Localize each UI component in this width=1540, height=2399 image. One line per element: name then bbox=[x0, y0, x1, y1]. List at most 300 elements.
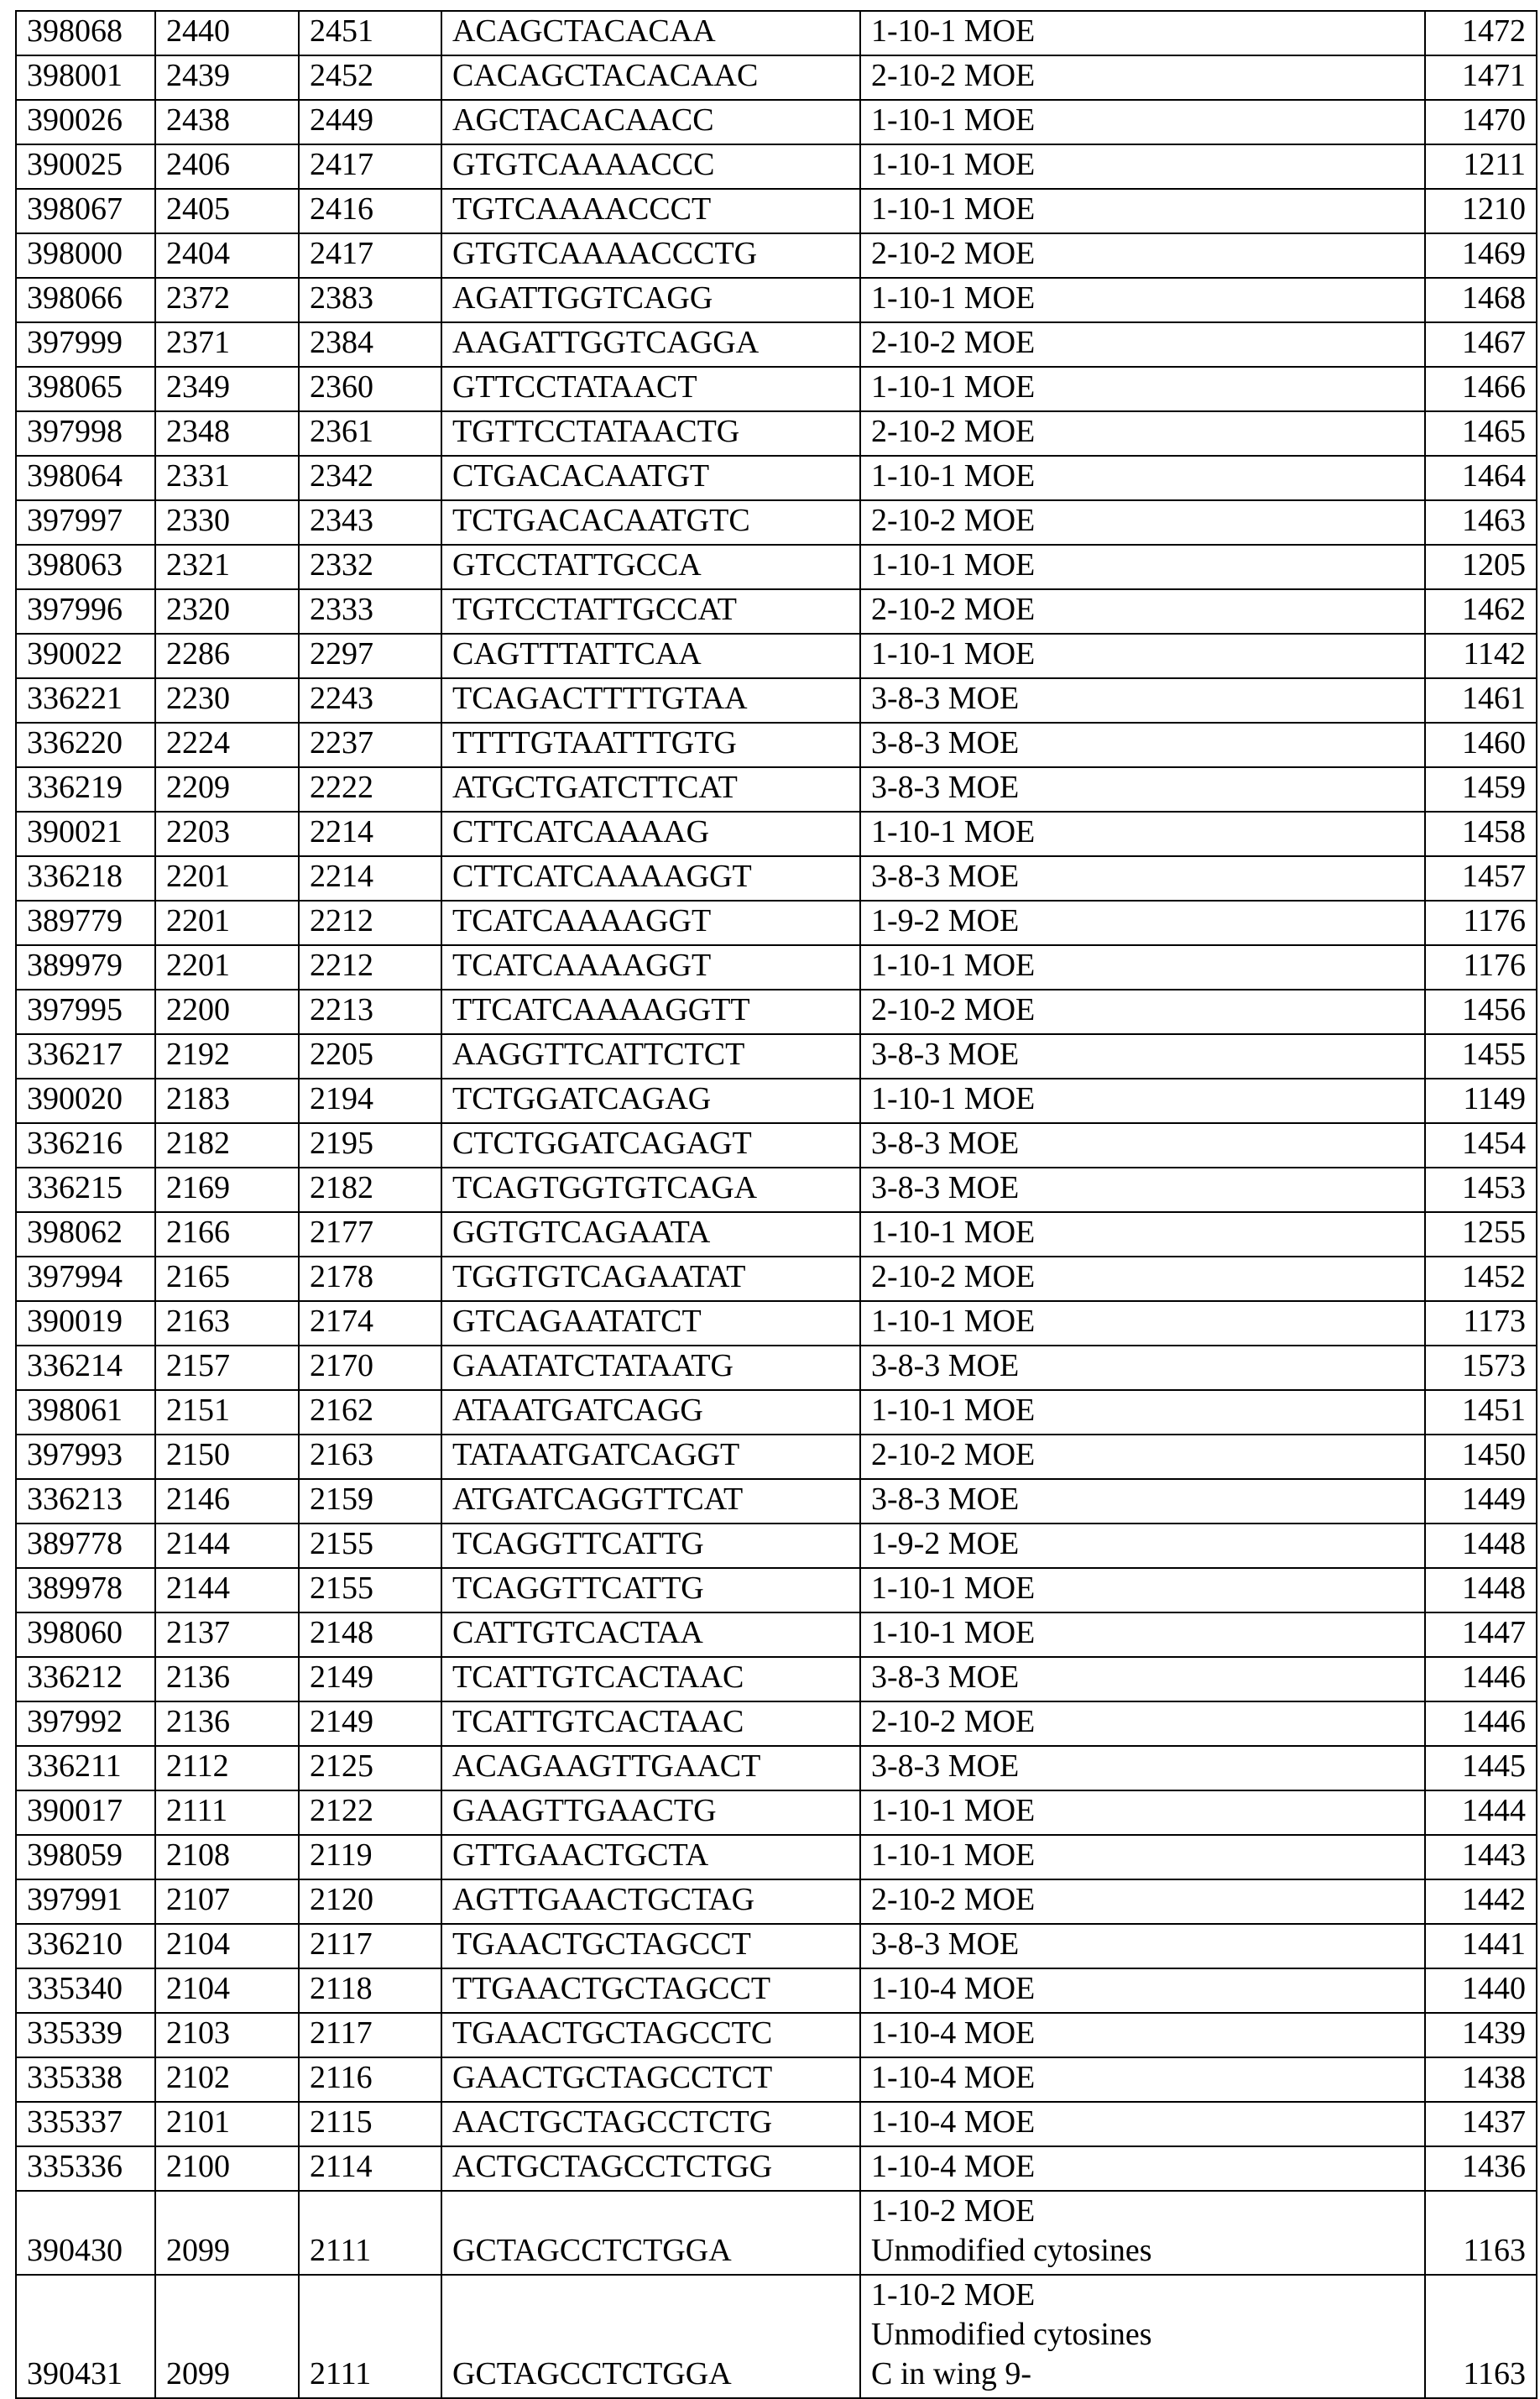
start-site-cell: 2230 bbox=[155, 678, 299, 723]
table-row bbox=[16, 1301, 1537, 1346]
seq-id-cell: 1211 bbox=[1425, 144, 1537, 189]
chemistry-cell bbox=[860, 2102, 1425, 2146]
chemistry-line: 1-10-4 MOE bbox=[871, 2147, 1414, 2187]
chemistry-line: 3-8-3 MOE bbox=[871, 1035, 1414, 1074]
chemistry-line: 2-10-2 MOE bbox=[871, 990, 1414, 1030]
chemistry-cell bbox=[860, 1168, 1425, 1212]
isis-number-cell: 398059 bbox=[16, 1835, 155, 1879]
start-site-cell: 2320 bbox=[155, 589, 299, 634]
table-row bbox=[16, 278, 1537, 322]
chemistry-line: 2-10-2 MOE bbox=[871, 1880, 1414, 1920]
seq-id-cell: 1449 bbox=[1425, 1479, 1537, 1524]
isis-number-cell: 390022 bbox=[16, 634, 155, 678]
isis-number-cell: 398067 bbox=[16, 189, 155, 233]
start-site-cell: 2201 bbox=[155, 901, 299, 945]
sequence-cell: TGAACTGCTAGCCTC bbox=[441, 2013, 860, 2057]
stop-site-cell: 2177 bbox=[299, 1212, 441, 1257]
seq-id-cell: 1447 bbox=[1425, 1612, 1537, 1657]
stop-site-cell: 2452 bbox=[299, 55, 441, 100]
sequence-cell: AAGATTGGTCAGGA bbox=[441, 322, 860, 367]
seq-id-cell: 1446 bbox=[1425, 1701, 1537, 1746]
chemistry-cell bbox=[860, 1346, 1425, 1390]
chemistry-line: 3-8-3 MOE bbox=[871, 1925, 1414, 1964]
sequence-cell: GTTGAACTGCTA bbox=[441, 1835, 860, 1879]
isis-number-cell: 389979 bbox=[16, 945, 155, 990]
stop-site-cell: 2195 bbox=[299, 1123, 441, 1168]
start-site-cell: 2104 bbox=[155, 1968, 299, 2013]
stop-site-cell: 2342 bbox=[299, 456, 441, 500]
sequence-cell: GTTCCTATAACT bbox=[441, 367, 860, 411]
chemistry-cell bbox=[860, 945, 1425, 990]
stop-site-cell: 2384 bbox=[299, 322, 441, 367]
chemistry-cell bbox=[860, 55, 1425, 100]
table-row bbox=[16, 901, 1537, 945]
chemistry-line: 1-9-2 MOE bbox=[871, 1524, 1414, 1564]
sequence-cell: ACAGAAGTTGAACT bbox=[441, 1746, 860, 1790]
sequence-cell: AGTTGAACTGCTAG bbox=[441, 1879, 860, 1924]
chemistry-line: 1-10-1 MOE bbox=[871, 368, 1414, 407]
table-row bbox=[16, 2191, 1537, 2275]
table-row bbox=[16, 1657, 1537, 1701]
chemistry-cell bbox=[860, 1390, 1425, 1435]
stop-site-cell: 2149 bbox=[299, 1657, 441, 1701]
seq-id-cell: 1163 bbox=[1425, 2191, 1537, 2275]
chemistry-cell bbox=[860, 1257, 1425, 1301]
oligonucleotide-table bbox=[15, 10, 1537, 2399]
start-site-cell: 2203 bbox=[155, 812, 299, 856]
sequence-cell: GAAGTTGAACTG bbox=[441, 1790, 860, 1835]
stop-site-cell: 2297 bbox=[299, 634, 441, 678]
chemistry-cell bbox=[860, 11, 1425, 55]
sequence-cell: TCATCAAAAGGT bbox=[441, 901, 860, 945]
chemistry-cell bbox=[860, 589, 1425, 634]
isis-number-cell: 390431 bbox=[16, 2275, 155, 2398]
start-site-cell: 2146 bbox=[155, 1479, 299, 1524]
chemistry-cell bbox=[860, 322, 1425, 367]
chemistry-cell bbox=[860, 100, 1425, 144]
sequence-cell: CTCTGGATCAGAGT bbox=[441, 1123, 860, 1168]
chemistry-cell bbox=[860, 1746, 1425, 1790]
stop-site-cell: 2174 bbox=[299, 1301, 441, 1346]
chemistry-line: 1-10-1 MOE bbox=[871, 279, 1414, 318]
chemistry-cell bbox=[860, 144, 1425, 189]
seq-id-cell: 1457 bbox=[1425, 856, 1537, 901]
table-row bbox=[16, 1924, 1537, 1968]
start-site-cell: 2101 bbox=[155, 2102, 299, 2146]
start-site-cell: 2099 bbox=[155, 2191, 299, 2275]
start-site-cell: 2331 bbox=[155, 456, 299, 500]
chemistry-line: 3-8-3 MOE bbox=[871, 724, 1414, 763]
sequence-cell: GTGTCAAAACCC bbox=[441, 144, 860, 189]
chemistry-line: 1-10-1 MOE bbox=[871, 145, 1414, 185]
seq-id-cell: 1450 bbox=[1425, 1435, 1537, 1479]
isis-number-cell: 390021 bbox=[16, 812, 155, 856]
start-site-cell: 2102 bbox=[155, 2057, 299, 2102]
chemistry-line: 1-10-4 MOE bbox=[871, 2014, 1414, 2053]
seq-id-cell: 1444 bbox=[1425, 1790, 1537, 1835]
table-row bbox=[16, 545, 1537, 589]
isis-number-cell: 398065 bbox=[16, 367, 155, 411]
start-site-cell: 2099 bbox=[155, 2275, 299, 2398]
table-row bbox=[16, 1701, 1537, 1746]
seq-id-cell: 1149 bbox=[1425, 1079, 1537, 1123]
stop-site-cell: 2163 bbox=[299, 1435, 441, 1479]
isis-number-cell: 397996 bbox=[16, 589, 155, 634]
stop-site-cell: 2214 bbox=[299, 812, 441, 856]
chemistry-line: 1-10-1 MOE bbox=[871, 12, 1414, 51]
sequence-cell: GTCCTATTGCCA bbox=[441, 545, 860, 589]
start-site-cell: 2371 bbox=[155, 322, 299, 367]
seq-id-cell: 1442 bbox=[1425, 1879, 1537, 1924]
table-row bbox=[16, 55, 1537, 100]
sequence-cell: TGTCAAAACCCT bbox=[441, 189, 860, 233]
table-row bbox=[16, 634, 1537, 678]
chemistry-cell bbox=[860, 2275, 1425, 2398]
chemistry-line: 1-10-1 MOE bbox=[871, 1836, 1414, 1875]
isis-number-cell: 389779 bbox=[16, 901, 155, 945]
chemistry-line: 1-10-1 MOE bbox=[871, 457, 1414, 496]
seq-id-cell: 1445 bbox=[1425, 1746, 1537, 1790]
chemistry-line: 3-8-3 MOE bbox=[871, 1658, 1414, 1697]
chemistry-cell bbox=[860, 456, 1425, 500]
start-site-cell: 2405 bbox=[155, 189, 299, 233]
stop-site-cell: 2243 bbox=[299, 678, 441, 723]
start-site-cell: 2201 bbox=[155, 945, 299, 990]
stop-site-cell: 2449 bbox=[299, 100, 441, 144]
sequence-cell: TTTTGTAATTTGTG bbox=[441, 723, 860, 767]
sequence-cell: TGAACTGCTAGCCT bbox=[441, 1924, 860, 1968]
chemistry-cell bbox=[860, 2146, 1425, 2191]
isis-number-cell: 336216 bbox=[16, 1123, 155, 1168]
stop-site-cell: 2114 bbox=[299, 2146, 441, 2191]
isis-number-cell: 390020 bbox=[16, 1079, 155, 1123]
chemistry-line: 1-10-1 MOE bbox=[871, 946, 1414, 985]
chemistry-cell bbox=[860, 500, 1425, 545]
stop-site-cell: 2451 bbox=[299, 11, 441, 55]
table-row bbox=[16, 100, 1537, 144]
stop-site-cell: 2212 bbox=[299, 945, 441, 990]
sequence-cell: TGTTCCTATAACTG bbox=[441, 411, 860, 456]
start-site-cell: 2112 bbox=[155, 1746, 299, 1790]
seq-id-cell: 1460 bbox=[1425, 723, 1537, 767]
stop-site-cell: 2159 bbox=[299, 1479, 441, 1524]
chemistry-line: 3-8-3 MOE bbox=[871, 1168, 1414, 1208]
stop-site-cell: 2417 bbox=[299, 233, 441, 278]
isis-number-cell: 398060 bbox=[16, 1612, 155, 1657]
chemistry-cell bbox=[860, 1435, 1425, 1479]
start-site-cell: 2151 bbox=[155, 1390, 299, 1435]
sequence-cell: TGTCCTATTGCCAT bbox=[441, 589, 860, 634]
seq-id-cell: 1454 bbox=[1425, 1123, 1537, 1168]
chemistry-line: 1-10-1 MOE bbox=[871, 1079, 1414, 1119]
stop-site-cell: 2119 bbox=[299, 1835, 441, 1879]
table-row bbox=[16, 1835, 1537, 1879]
start-site-cell: 2144 bbox=[155, 1568, 299, 1612]
sequence-cell: TGGTGTCAGAATAT bbox=[441, 1257, 860, 1301]
chemistry-cell bbox=[860, 278, 1425, 322]
table-row bbox=[16, 233, 1537, 278]
start-site-cell: 2201 bbox=[155, 856, 299, 901]
chemistry-cell bbox=[860, 1212, 1425, 1257]
table-row bbox=[16, 1346, 1537, 1390]
chemistry-cell bbox=[860, 1790, 1425, 1835]
start-site-cell: 2182 bbox=[155, 1123, 299, 1168]
sequence-cell: CAGTTTATTCAA bbox=[441, 634, 860, 678]
stop-site-cell: 2116 bbox=[299, 2057, 441, 2102]
table-row bbox=[16, 1524, 1537, 1568]
table-row bbox=[16, 456, 1537, 500]
table-row bbox=[16, 678, 1537, 723]
chemistry-cell bbox=[860, 1034, 1425, 1079]
table-row bbox=[16, 144, 1537, 189]
stop-site-cell: 2214 bbox=[299, 856, 441, 901]
stop-site-cell: 2237 bbox=[299, 723, 441, 767]
chemistry-line: 1-10-1 MOE bbox=[871, 546, 1414, 585]
seq-id-cell: 1448 bbox=[1425, 1568, 1537, 1612]
stop-site-cell: 2222 bbox=[299, 767, 441, 812]
chemistry-line: 2-10-2 MOE bbox=[871, 412, 1414, 452]
table-row bbox=[16, 500, 1537, 545]
stop-site-cell: 2122 bbox=[299, 1790, 441, 1835]
start-site-cell: 2165 bbox=[155, 1257, 299, 1301]
sequence-cell: AAGGTTCATTCTCT bbox=[441, 1034, 860, 1079]
chemistry-line: 1-10-1 MOE bbox=[871, 1791, 1414, 1831]
seq-id-cell: 1470 bbox=[1425, 100, 1537, 144]
start-site-cell: 2150 bbox=[155, 1435, 299, 1479]
chemistry-line: 2-10-2 MOE bbox=[871, 1702, 1414, 1742]
table-row bbox=[16, 1746, 1537, 1790]
stop-site-cell: 2360 bbox=[299, 367, 441, 411]
seq-id-cell: 1467 bbox=[1425, 322, 1537, 367]
chemistry-cell bbox=[860, 233, 1425, 278]
start-site-cell: 2136 bbox=[155, 1657, 299, 1701]
start-site-cell: 2104 bbox=[155, 1924, 299, 1968]
table-row bbox=[16, 411, 1537, 456]
sequence-cell: TCATTGTCACTAAC bbox=[441, 1657, 860, 1701]
start-site-cell: 2100 bbox=[155, 2146, 299, 2191]
chemistry-line: 1-9-2 MOE bbox=[871, 902, 1414, 941]
isis-number-cell: 336211 bbox=[16, 1746, 155, 1790]
stop-site-cell: 2205 bbox=[299, 1034, 441, 1079]
start-site-cell: 2406 bbox=[155, 144, 299, 189]
isis-number-cell: 398066 bbox=[16, 278, 155, 322]
seq-id-cell: 1469 bbox=[1425, 233, 1537, 278]
isis-number-cell: 335336 bbox=[16, 2146, 155, 2191]
start-site-cell: 2136 bbox=[155, 1701, 299, 1746]
isis-number-cell: 389778 bbox=[16, 1524, 155, 1568]
seq-id-cell: 1163 bbox=[1425, 2275, 1537, 2398]
seq-id-cell: 1466 bbox=[1425, 367, 1537, 411]
chemistry-cell bbox=[860, 1568, 1425, 1612]
table-row bbox=[16, 1968, 1537, 2013]
stop-site-cell: 2361 bbox=[299, 411, 441, 456]
table-row bbox=[16, 1568, 1537, 1612]
table-row bbox=[16, 1168, 1537, 1212]
chemistry-cell bbox=[860, 189, 1425, 233]
isis-number-cell: 336217 bbox=[16, 1034, 155, 1079]
table-row bbox=[16, 2102, 1537, 2146]
sequence-cell: TCAGACTTTTGTAA bbox=[441, 678, 860, 723]
chemistry-line: 1-10-4 MOE bbox=[871, 2103, 1414, 2142]
sequence-cell: CTTCATCAAAAG bbox=[441, 812, 860, 856]
chemistry-cell bbox=[860, 1701, 1425, 1746]
isis-number-cell: 336210 bbox=[16, 1924, 155, 1968]
chemistry-cell bbox=[860, 767, 1425, 812]
seq-id-cell: 1461 bbox=[1425, 678, 1537, 723]
seq-id-cell: 1472 bbox=[1425, 11, 1537, 55]
chemistry-cell bbox=[860, 1879, 1425, 1924]
chemistry-line: 1-10-1 MOE bbox=[871, 1613, 1414, 1653]
sequence-cell: TCATCAAAAGGT bbox=[441, 945, 860, 990]
seq-id-cell: 1455 bbox=[1425, 1034, 1537, 1079]
table-row bbox=[16, 589, 1537, 634]
seq-id-cell: 1459 bbox=[1425, 767, 1537, 812]
sequence-cell: GAACTGCTAGCCTCT bbox=[441, 2057, 860, 2102]
isis-number-cell: 397991 bbox=[16, 1879, 155, 1924]
chemistry-line: 2-10-2 MOE bbox=[871, 1257, 1414, 1297]
chemistry-cell bbox=[860, 1524, 1425, 1568]
start-site-cell: 2192 bbox=[155, 1034, 299, 1079]
stop-site-cell: 2182 bbox=[299, 1168, 441, 1212]
start-site-cell: 2321 bbox=[155, 545, 299, 589]
chemistry-cell bbox=[860, 723, 1425, 767]
sequence-cell: AGCTACACAACC bbox=[441, 100, 860, 144]
seq-id-cell: 1462 bbox=[1425, 589, 1537, 634]
seq-id-cell: 1436 bbox=[1425, 2146, 1537, 2191]
chemistry-cell bbox=[860, 901, 1425, 945]
table-row bbox=[16, 1034, 1537, 1079]
chemistry-line: 2-10-2 MOE bbox=[871, 1435, 1414, 1475]
stop-site-cell: 2155 bbox=[299, 1568, 441, 1612]
isis-number-cell: 397995 bbox=[16, 990, 155, 1034]
stop-site-cell: 2120 bbox=[299, 1879, 441, 1924]
chemistry-line: 1-10-1 MOE bbox=[871, 813, 1414, 852]
isis-number-cell: 390430 bbox=[16, 2191, 155, 2275]
stop-site-cell: 2194 bbox=[299, 1079, 441, 1123]
chemistry-line: 1-10-1 MOE bbox=[871, 101, 1414, 140]
start-site-cell: 2183 bbox=[155, 1079, 299, 1123]
sequence-cell: TCTGGATCAGAG bbox=[441, 1079, 860, 1123]
isis-number-cell: 398064 bbox=[16, 456, 155, 500]
sequence-cell: CTTCATCAAAAGGT bbox=[441, 856, 860, 901]
chemistry-line: 1-10-1 MOE bbox=[871, 1302, 1414, 1341]
isis-number-cell: 390025 bbox=[16, 144, 155, 189]
stop-site-cell: 2111 bbox=[299, 2275, 441, 2398]
seq-id-cell: 1468 bbox=[1425, 278, 1537, 322]
stop-site-cell: 2212 bbox=[299, 901, 441, 945]
seq-id-cell: 1453 bbox=[1425, 1168, 1537, 1212]
chemistry-cell bbox=[860, 2013, 1425, 2057]
isis-number-cell: 336212 bbox=[16, 1657, 155, 1701]
stop-site-cell: 2332 bbox=[299, 545, 441, 589]
stop-site-cell: 2117 bbox=[299, 2013, 441, 2057]
chemistry-line: 3-8-3 MOE bbox=[871, 1124, 1414, 1163]
table-row bbox=[16, 322, 1537, 367]
stop-site-cell: 2178 bbox=[299, 1257, 441, 1301]
chemistry-line: C in wing 9- bbox=[871, 2355, 1414, 2394]
stop-site-cell: 2148 bbox=[299, 1612, 441, 1657]
stop-site-cell: 2333 bbox=[299, 589, 441, 634]
chemistry-line: 3-8-3 MOE bbox=[871, 1346, 1414, 1386]
seq-id-cell: 1440 bbox=[1425, 1968, 1537, 2013]
stop-site-cell: 2162 bbox=[299, 1390, 441, 1435]
table-row bbox=[16, 1390, 1537, 1435]
chemistry-cell bbox=[860, 1968, 1425, 2013]
start-site-cell: 2330 bbox=[155, 500, 299, 545]
stop-site-cell: 2416 bbox=[299, 189, 441, 233]
chemistry-cell bbox=[860, 545, 1425, 589]
chemistry-cell bbox=[860, 1924, 1425, 1968]
table-row bbox=[16, 723, 1537, 767]
sequence-cell: TTGAACTGCTAGCCT bbox=[441, 1968, 860, 2013]
table-row bbox=[16, 1212, 1537, 1257]
chemistry-line: Unmodified cytosines bbox=[871, 2231, 1414, 2271]
chemistry-line: 2-10-2 MOE bbox=[871, 56, 1414, 96]
chemistry-cell bbox=[860, 1835, 1425, 1879]
isis-number-cell: 336221 bbox=[16, 678, 155, 723]
chemistry-line: 1-10-2 MOE bbox=[871, 2276, 1414, 2315]
seq-id-cell: 1437 bbox=[1425, 2102, 1537, 2146]
sequence-cell: ATGATCAGGTTCAT bbox=[441, 1479, 860, 1524]
start-site-cell: 2372 bbox=[155, 278, 299, 322]
seq-id-cell: 1441 bbox=[1425, 1924, 1537, 1968]
sequence-cell: ACTGCTAGCCTCTGG bbox=[441, 2146, 860, 2191]
start-site-cell: 2349 bbox=[155, 367, 299, 411]
table-row bbox=[16, 1079, 1537, 1123]
start-site-cell: 2404 bbox=[155, 233, 299, 278]
stop-site-cell: 2125 bbox=[299, 1746, 441, 1790]
sequence-cell: TTCATCAAAAGGTT bbox=[441, 990, 860, 1034]
chemistry-cell bbox=[860, 678, 1425, 723]
start-site-cell: 2224 bbox=[155, 723, 299, 767]
sequence-cell: AGATTGGTCAGG bbox=[441, 278, 860, 322]
table-row bbox=[16, 1435, 1537, 1479]
start-site-cell: 2286 bbox=[155, 634, 299, 678]
isis-number-cell: 390019 bbox=[16, 1301, 155, 1346]
isis-number-cell: 390017 bbox=[16, 1790, 155, 1835]
chemistry-line: 1-10-1 MOE bbox=[871, 635, 1414, 674]
start-site-cell: 2137 bbox=[155, 1612, 299, 1657]
chemistry-line: 1-10-4 MOE bbox=[871, 1969, 1414, 2009]
chemistry-line: 2-10-2 MOE bbox=[871, 590, 1414, 630]
sequence-cell: TCTGACACAATGTC bbox=[441, 500, 860, 545]
chemistry-line: 3-8-3 MOE bbox=[871, 1480, 1414, 1519]
table-row bbox=[16, 2057, 1537, 2102]
isis-number-cell: 336219 bbox=[16, 767, 155, 812]
sequence-cell: AACTGCTAGCCTCTG bbox=[441, 2102, 860, 2146]
table-body bbox=[16, 11, 1537, 2398]
start-site-cell: 2348 bbox=[155, 411, 299, 456]
table-row bbox=[16, 812, 1537, 856]
table-row bbox=[16, 990, 1537, 1034]
sequence-cell: ACAGCTACACAA bbox=[441, 11, 860, 55]
seq-id-cell: 1465 bbox=[1425, 411, 1537, 456]
chemistry-cell bbox=[860, 812, 1425, 856]
sequence-cell: ATGCTGATCTTCAT bbox=[441, 767, 860, 812]
chemistry-line: Unmodified cytosines bbox=[871, 2315, 1414, 2355]
sequence-cell: CATTGTCACTAA bbox=[441, 1612, 860, 1657]
sequence-cell: GCTAGCCTCTGGA bbox=[441, 2275, 860, 2398]
chemistry-cell bbox=[860, 990, 1425, 1034]
sequence-cell: GTCAGAATATCT bbox=[441, 1301, 860, 1346]
sequence-cell: CACAGCTACACAAC bbox=[441, 55, 860, 100]
seq-id-cell: 1573 bbox=[1425, 1346, 1537, 1390]
chemistry-line: 1-10-1 MOE bbox=[871, 190, 1414, 229]
isis-number-cell: 335340 bbox=[16, 1968, 155, 2013]
start-site-cell: 2439 bbox=[155, 55, 299, 100]
sequence-cell: GAATATCTATAATG bbox=[441, 1346, 860, 1390]
chemistry-cell bbox=[860, 1301, 1425, 1346]
